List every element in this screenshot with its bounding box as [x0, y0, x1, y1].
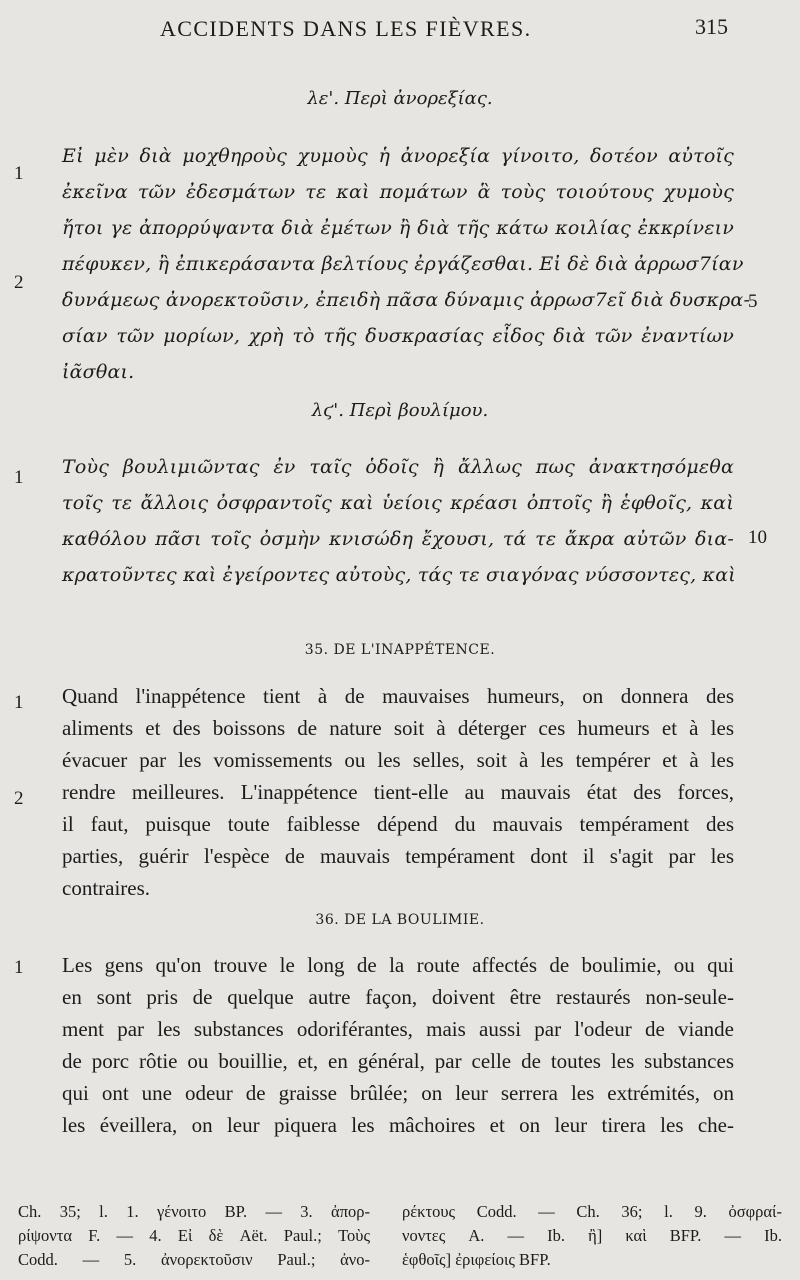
greek-text-line: κρατοῦντες καὶ ἐγείροντες αὐτοὺς, τάς τε σιαγόνας νύσσοντες, καὶ: [62, 564, 736, 586]
french-text-line: évacuer par les vomissements ou les selles, soit à les tempérer et à les: [62, 748, 734, 772]
note-line: νοντες A. — Ib. ἢ] καὶ BFP. — Ib.: [402, 1226, 782, 1245]
french-text-line: en sont pris de quelque autre façon, doivent être restaurés non-seule-: [62, 985, 734, 1009]
greek-text-line: Εἰ μὲν διὰ μοχθηροὺς χυμοὺς ἡ ἀνορεξία γίνοιτο, δοτέον αὐτοῖς: [62, 145, 734, 167]
margin-line-number: 2: [14, 788, 24, 809]
margin-line-number: 1: [14, 163, 24, 184]
french-text-line: Les gens qu'on trouve le long de la route affectés de boulimie, ou qui: [62, 953, 734, 977]
greek-text-line: Τοὺς βουλιμιῶντας ἐν ταῖς ὁδοῖς ἢ ἄλλως πως ἀνακτησόμεθα: [62, 456, 734, 478]
greek-text-line: ἰᾶσθαι.: [62, 361, 135, 383]
french-section-36-title: 36. DE LA BOULIMIE.: [315, 912, 485, 928]
note-line: ρίψοντα F. — 4. Εἰ δὲ Aët. Paul.; Τοὺς: [18, 1226, 370, 1245]
note-line: Codd. — 5. ἀνορεκτοῦσιν Paul.; ἀνο-: [18, 1250, 370, 1269]
margin-line-number: 1: [14, 957, 24, 978]
greek-text-line: καθόλου πᾶσι τοῖς ὀσμὴν κνισώδη ἔχουσι, τά τε ἄκρα αὐτῶν δια-: [62, 528, 734, 550]
french-section-35-title: 35. DE L'INAPPÉTENCE.: [304, 642, 496, 658]
french-text-line: contraires.: [62, 876, 151, 900]
note-line: Ch. 35; l. 1. γένοιτο BP. — 3. ἀπορ-: [18, 1202, 370, 1221]
running-title: ACCIDENTS DANS LES FIÈVRES.: [160, 16, 532, 41]
greek-text-line: σίαν τῶν μορίων, χρὴ τὸ τῆς δυσκρασίας εἶδος διὰ τῶν ἐναντίων: [62, 325, 734, 347]
french-text-line: les éveillera, on leur piquera les mâchoires et on leur tirera les che-: [62, 1113, 734, 1137]
french-text-line: il faut, puisque toute faiblesse dépend du mauvais tempérament des: [62, 812, 734, 836]
greek-section-35-title: λε'. Περὶ ἀνορεξίας.: [307, 88, 493, 109]
french-text-line: ment par les substances odoriférantes, mais aussi par l'odeur de viande: [62, 1017, 734, 1041]
greek-text-line: ἤτοι γε ἀπορρύψαντα διὰ ἐμέτων ἢ διὰ τῆς κάτω κοιλίας ἐκκρίνειν: [62, 217, 734, 239]
greek-text-line: τοῖς τε ἄλλοις ὀσφραντοῖς καὶ ὑείοις κρέασι ὀπτοῖς ἢ ἑφθοῖς, καὶ: [62, 492, 734, 514]
margin-line-number: 5: [748, 291, 758, 312]
french-text-line: aliments et des boissons de nature soit à déterger ces humeurs et à les: [62, 716, 734, 740]
french-text-line: de porc rôtie ou bouillie, et, en général, par celle de toutes les substances: [62, 1049, 734, 1073]
margin-line-number: 2: [14, 272, 24, 293]
french-text-line: rendre meilleures. L'inappétence tient-elle au mauvais état des forces,: [62, 780, 734, 804]
margin-line-number: 1: [14, 692, 24, 713]
notes-left-column: [18, 1200, 370, 1272]
greek-text-line: πέφυκεν, ἢ ἐπικεράσαντα βελτίους ἐργάζεσθαι. Εἰ δὲ διὰ ἀρρωσ7ίαν: [62, 253, 744, 275]
greek-section-36-title: λϛ'. Περὶ βουλίμου.: [311, 400, 489, 421]
greek-text-line: δυνάμεως ἀνορεκτοῦσιν, ἐπειδὴ πᾶσα δύναμις ἀρρωσ7εῖ διὰ δυσκρα-: [62, 289, 751, 311]
page-header: [0, 14, 800, 44]
margin-line-number: 10: [748, 527, 767, 548]
margin-line-number: 1: [14, 467, 24, 488]
french-text-line: qui ont une odeur de graisse brûlée; on leur serrera les extrémités, on: [62, 1081, 734, 1105]
notes-right-column: [402, 1200, 782, 1272]
note-line: ρέκτους Codd. — Ch. 36; l. 9. ὀσφραί-: [402, 1202, 782, 1221]
french-text-line: parties, guérir l'espèce de mauvais tempérament dont il s'agit par les: [62, 844, 734, 868]
note-line: ἑφθοῖς] ἐριφείοις BFP.: [402, 1250, 551, 1269]
page-number: 315: [695, 14, 728, 39]
greek-text-line: ἐκεῖνα τῶν ἐδεσμάτων τε καὶ πομάτων ἃ τοὺς τοιούτους χυμοὺς: [62, 181, 734, 203]
french-text-line: Quand l'inappétence tient à de mauvaises humeurs, on donnera des: [62, 684, 734, 708]
